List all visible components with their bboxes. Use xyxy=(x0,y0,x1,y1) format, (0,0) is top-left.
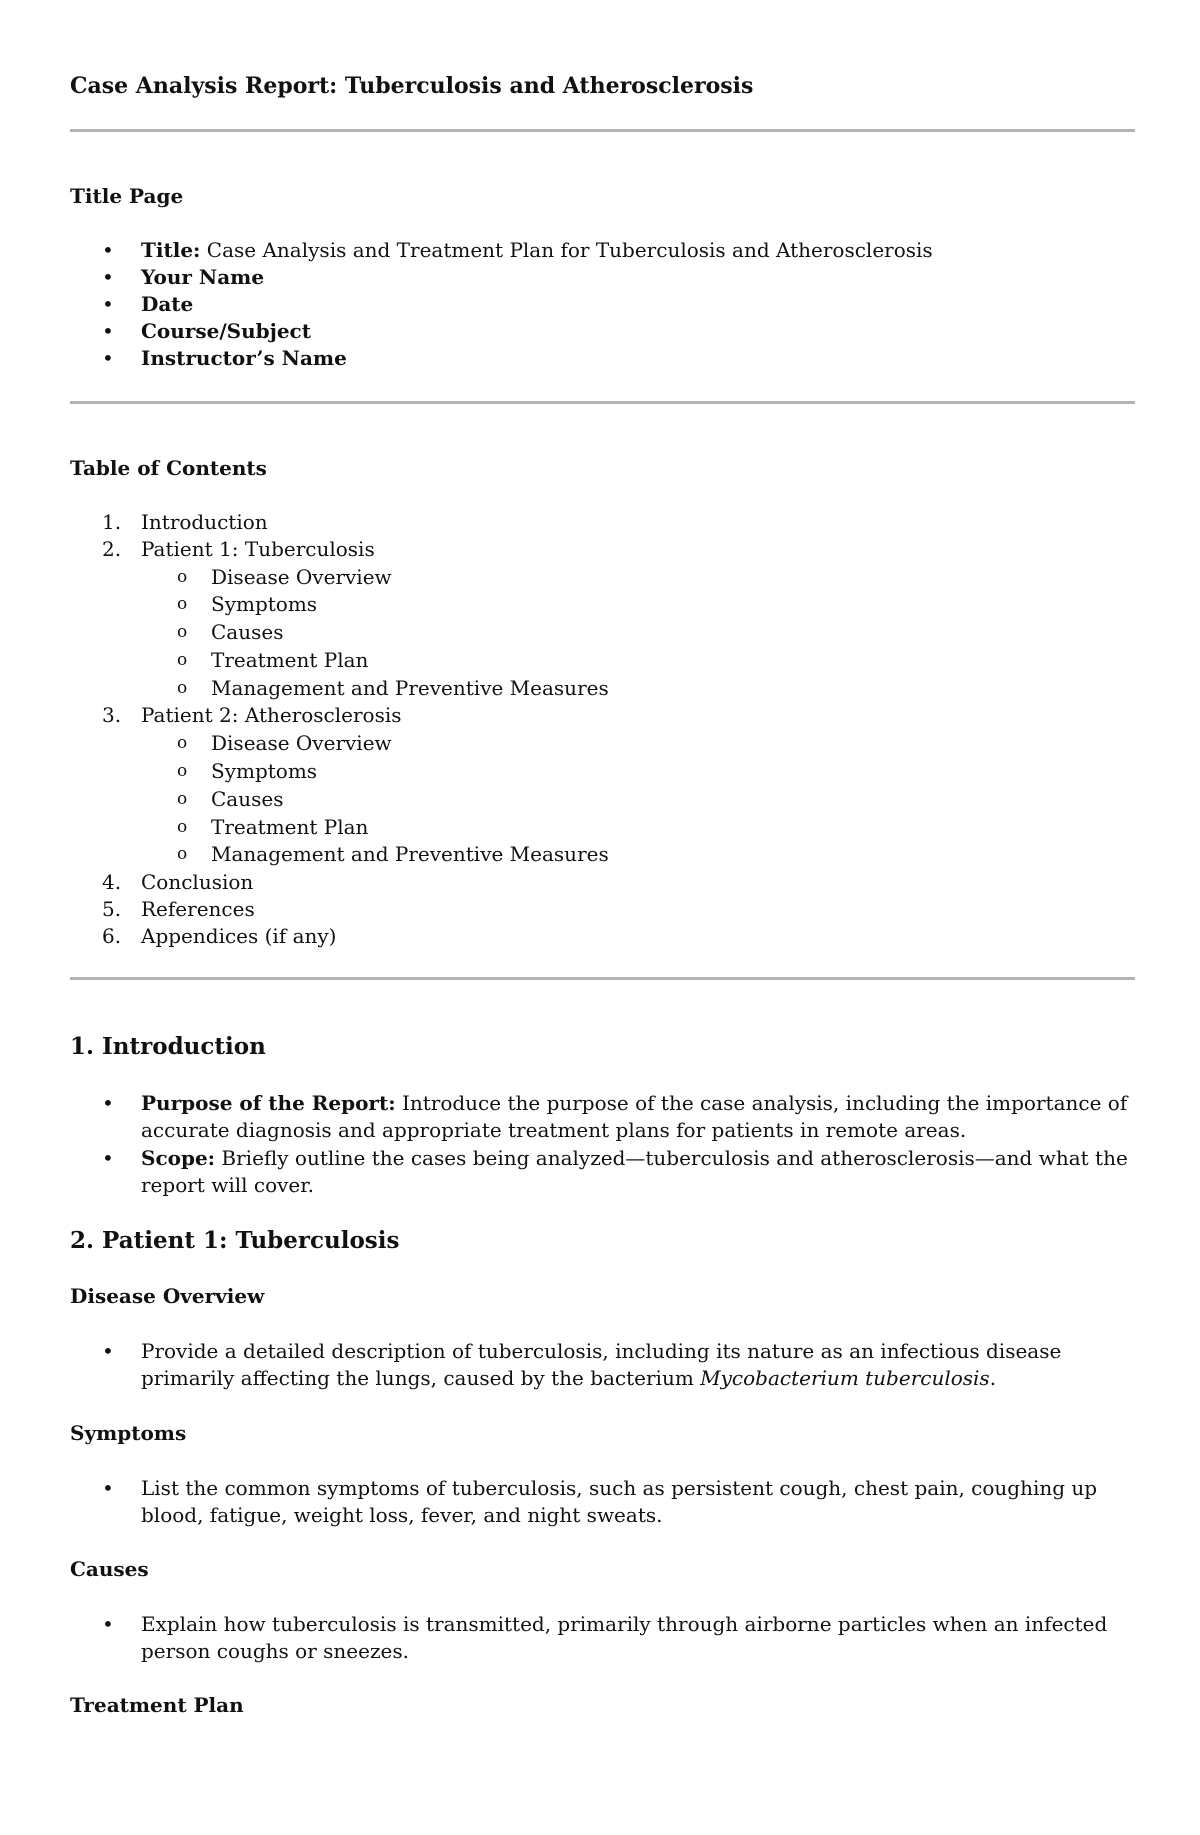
list-item xyxy=(141,1338,1131,1392)
circle-bullet-icon: o xyxy=(177,844,188,864)
horizontal-rule xyxy=(70,401,1135,404)
toc-number: 4. xyxy=(102,870,122,894)
item-label: Scope: xyxy=(141,1146,216,1170)
list-item: Instructor’s Name xyxy=(141,346,347,370)
toc-subitem: Treatment Plan xyxy=(211,648,369,672)
circle-bullet-icon: o xyxy=(177,567,188,587)
item-label: Title: xyxy=(141,238,201,262)
list-item: List the common symptoms of tuberculosis, such as persistent cough, chest pain, coughing up blood, fatigue, weight loss, fever, and night sweats. xyxy=(141,1476,1098,1527)
toc-subitem: Causes xyxy=(211,787,284,811)
toc-subitem: Symptoms xyxy=(211,592,318,616)
toc-subitem: Disease Overview xyxy=(211,565,392,589)
circle-bullet-icon: o xyxy=(177,594,188,614)
introduction-heading: 1. Introduction xyxy=(70,1033,266,1060)
toc-subitem: Causes xyxy=(211,620,284,644)
item-text-end: . xyxy=(989,1366,997,1390)
toc-subitem: Management and Preventive Measures xyxy=(211,676,609,700)
horizontal-rule xyxy=(70,977,1135,980)
bullet-icon: • xyxy=(102,1146,114,1170)
circle-bullet-icon: o xyxy=(177,622,188,642)
toc-subitem: Management and Preventive Measures xyxy=(211,842,609,866)
circle-bullet-icon: o xyxy=(177,789,188,809)
toc-subitem: Symptoms xyxy=(211,759,318,783)
patient1-heading: 2. Patient 1: Tuberculosis xyxy=(70,1227,400,1254)
bullet-icon: • xyxy=(102,265,114,289)
toc-number: 3. xyxy=(102,703,122,727)
title-page-heading: Title Page xyxy=(70,184,184,208)
item-italic-text: Mycobacterium tuberculosis xyxy=(700,1366,990,1390)
list-item: Explain how tuberculosis is transmitted, primarily through airborne particles when an infected person coughs or sneezes. xyxy=(141,1612,1108,1663)
toc-item-introduction: Introduction xyxy=(141,510,268,534)
list-item xyxy=(141,237,933,264)
toc-item-patient2: Patient 2: Atherosclerosis xyxy=(141,703,402,727)
toc-number: 5. xyxy=(102,897,122,921)
toc-item-conclusion: Conclusion xyxy=(141,870,254,894)
treatment-plan-heading: Treatment Plan xyxy=(70,1693,244,1717)
toc-number: 1. xyxy=(102,510,122,534)
toc-heading: Table of Contents xyxy=(70,456,267,480)
item-text: Introduce the purpose of the case analysis, including the importance of accurate diagnosis and appropriate treatment plans for patients in remote areas. xyxy=(141,1091,1128,1142)
symptoms-heading: Symptoms xyxy=(70,1421,187,1445)
circle-bullet-icon: o xyxy=(177,733,188,753)
item-value: Case Analysis and Treatment Plan for Tuberculosis and Atherosclerosis xyxy=(206,238,933,262)
circle-bullet-icon: o xyxy=(177,678,188,698)
toc-number: 6. xyxy=(102,924,122,948)
bullet-icon: • xyxy=(102,292,114,316)
bullet-icon: • xyxy=(102,1091,114,1115)
bullet-icon: • xyxy=(102,1476,114,1500)
bullet-icon: • xyxy=(102,319,114,343)
toc-item-appendices: Appendices (if any) xyxy=(141,924,337,948)
item-text: Briefly outline the cases being analyzed—tuberculosis and atherosclerosis—and what the report will cover. xyxy=(141,1146,1128,1197)
bullet-icon: • xyxy=(102,1339,114,1363)
item-text: Provide a detailed description of tuberculosis, including its nature as an infectious disease primarily affecting the lungs, caused by the bacterium xyxy=(141,1339,1062,1390)
list-item: Date xyxy=(141,292,194,316)
bullet-icon: • xyxy=(102,238,114,262)
document-title: Case Analysis Report: Tuberculosis and Atherosclerosis xyxy=(70,73,754,99)
disease-overview-heading: Disease Overview xyxy=(70,1284,265,1308)
bullet-icon: • xyxy=(102,1612,114,1636)
horizontal-rule xyxy=(70,129,1135,132)
list-item: Course/Subject xyxy=(141,319,311,343)
toc-subitem: Treatment Plan xyxy=(211,815,369,839)
toc-item-references: References xyxy=(141,897,255,921)
causes-heading: Causes xyxy=(70,1557,149,1581)
toc-item-patient1: Patient 1: Tuberculosis xyxy=(141,537,375,561)
toc-number: 2. xyxy=(102,537,122,561)
list-item: Your Name xyxy=(141,265,265,289)
circle-bullet-icon: o xyxy=(177,650,188,670)
list-item xyxy=(141,1090,1131,1144)
toc-subitem: Disease Overview xyxy=(211,731,392,755)
bullet-icon: • xyxy=(102,346,114,370)
circle-bullet-icon: o xyxy=(177,761,188,781)
item-label: Purpose of the Report: xyxy=(141,1091,396,1115)
list-item xyxy=(141,1145,1131,1199)
circle-bullet-icon: o xyxy=(177,817,188,837)
